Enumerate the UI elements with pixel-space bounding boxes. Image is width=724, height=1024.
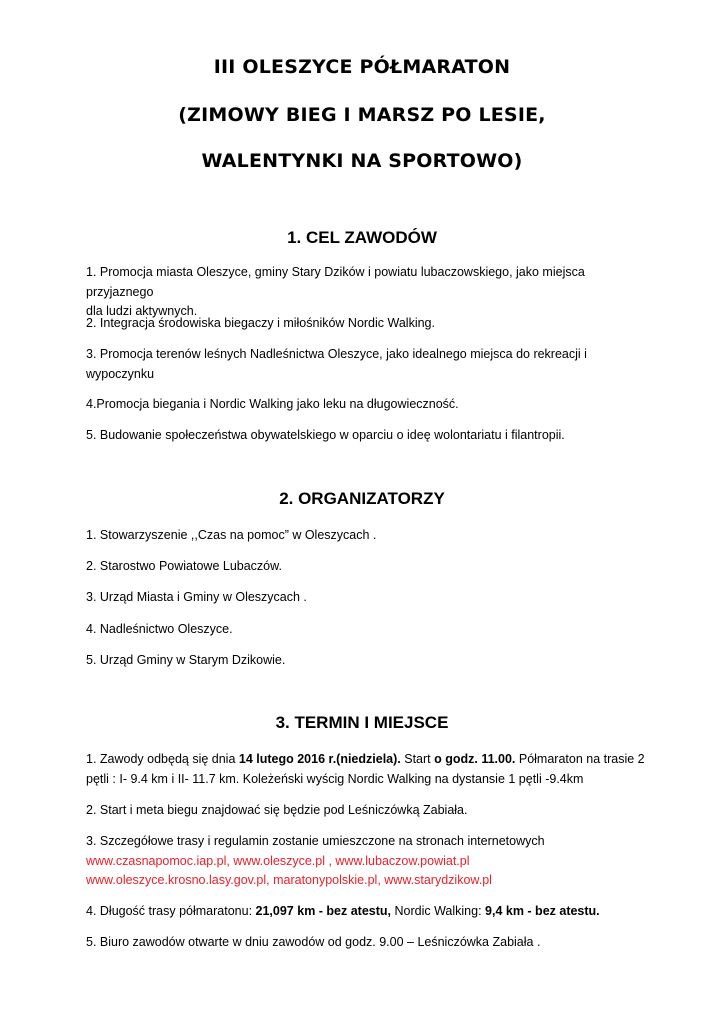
section-3-item-3 xyxy=(86,832,646,891)
half-marathon-distance: 21,097 km - bez atestu, xyxy=(255,904,392,918)
section-2-item-3: 3. Urząd Miasta i Gminy w Oleszycach . xyxy=(86,590,307,604)
section-3-item-3-line-1: 3. Szczegółowe trasy i regulamin zostanie umieszczone na stronach internetowych xyxy=(86,834,545,848)
section-1-item-4: 4.Promocja biegania i Nordic Walking jako leku na długowieczność. xyxy=(86,397,459,411)
section-2-item-2: 2. Starostwo Powiatowe Lubaczów. xyxy=(86,559,282,573)
item-1-mid: Start xyxy=(400,752,435,766)
title-line-3: WALENTYNKI NA SPORTOWO) xyxy=(201,150,523,172)
nordic-walking-distance: 9,4 km - bez atestu. xyxy=(485,904,600,918)
item-1-post: Półmaraton na trasie 2 xyxy=(515,752,645,766)
section-1-item-2: 2. Integracja środowiska biegaczy i miłośników Nordic Walking. xyxy=(86,316,435,330)
website-links-line-1[interactable]: www.czasnapomoc.iap.pl, www.oleszyce.pl , www.lubaczow.powiat.pl xyxy=(86,853,470,868)
website-links-line-2[interactable]: www.oleszyce.krosno.lasy.gov.pl, maratonypolskie.pl, www.starydzikow.pl xyxy=(86,873,492,887)
section-3-item-5: 5. Biuro zawodów otwarte w dniu zawodów od godz. 9.00 – Leśniczówka Zabiała . xyxy=(86,935,541,949)
section-1-item-3-line-1: 3. Promocja terenów leśnych Nadleśnictwa Oleszyce, jako idealnego miejsca do rekreacji i xyxy=(86,347,587,361)
section-1-item-3 xyxy=(86,345,646,384)
title-line-2: (ZIMOWY BIEG I MARSZ PO LESIE, xyxy=(178,104,546,126)
section-2-item-5: 5. Urząd Gminy w Starym Dzikowie. xyxy=(86,653,286,667)
section-2-item-4: 4. Nadleśnictwo Oleszyce. xyxy=(86,622,233,636)
event-date: 14 lutego 2016 r.(niedziela). xyxy=(238,752,401,766)
section-1-heading: 1. CEL ZAWODÓW xyxy=(287,228,437,247)
section-3-item-2: 2. Start i meta biegu znajdować się będzie pod Leśniczówką Zabiała. xyxy=(86,803,468,817)
section-3-item-1 xyxy=(86,750,646,789)
section-1-item-5: 5. Budowanie społeczeństwa obywatelskiego w oparciu o ideę wolontariatu i filantropii. xyxy=(86,428,565,442)
start-time: o godz. 11.00. xyxy=(434,752,516,766)
item-4-mid: Nordic Walking: xyxy=(391,904,486,918)
section-2-item-1: 1. Stowarzyszenie ,,Czas na pomoc” w Oleszycach . xyxy=(86,528,377,542)
section-1-item-3-line-2: wypoczynku xyxy=(86,366,155,381)
item-4-pre: 4. Długość trasy półmaratonu: xyxy=(86,904,256,918)
section-1-item-1-line-2: dla ludzi aktywnych. xyxy=(86,304,198,318)
section-1-item-1-line-1: 1. Promocja miasta Oleszyce, gminy Stary Dzików i powiatu lubaczowskiego, jako miejsca przyjaznego xyxy=(86,265,585,299)
section-2-heading: 2. ORGANIZATORZY xyxy=(279,489,445,508)
section-3-item-4 xyxy=(86,902,646,922)
section-3-item-1-line-2: pętli : I- 9.4 km i II- 11.7 km. Koleżeński wyścig Nordic Walking na dystansie 1 pętli -9.4km xyxy=(86,771,584,786)
section-1-item-1 xyxy=(86,263,646,322)
section-3-heading: 3. TERMIN I MIEJSCE xyxy=(275,713,449,732)
section-3-item-1-line-1 xyxy=(86,750,646,770)
item-1-pre: 1. Zawody odbędą się dnia xyxy=(86,752,239,766)
title-line-1: III OLESZYCE PÓŁMARATON xyxy=(213,56,511,78)
